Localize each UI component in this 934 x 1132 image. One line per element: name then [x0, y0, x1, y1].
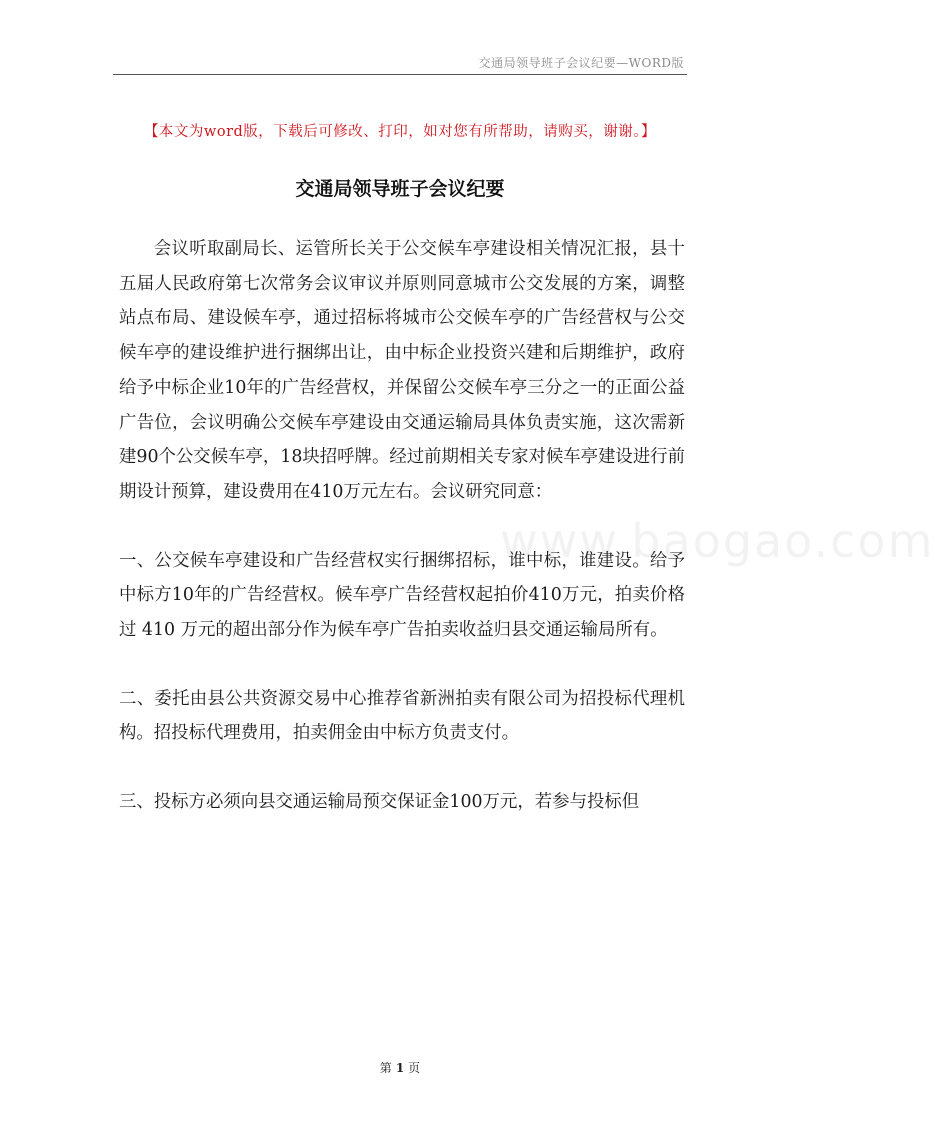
document-title: 交通局领导班子会议纪要	[295, 178, 505, 200]
header-divider	[113, 74, 687, 75]
page-footer	[0, 1059, 800, 1076]
document-body	[119, 232, 685, 820]
watermark: www.baogao.com	[500, 514, 934, 568]
paragraph-item-2: 二、委托由县公共资源交易中心推荐省新洲拍卖有限公司为招投标代理机构。招投标代理费用，拍卖佣金由中标方负责支付。	[119, 688, 685, 744]
paragraph-item-1: 一、公交候车亭建设和广告经营权实行捆绑招标，谁中标，谁建设。给予中标方10年的广告经营权。候车亭广告经营权起拍价410万元，拍卖价格过 410 万元的超出部分作为候车亭广告拍卖收益归县交通运输局所有。	[119, 550, 685, 641]
paragraph-intro: 会议听取副局长、运管所长关于公交候车亭建设相关情况汇报，县十五届人民政府第七次常务会议审议并原则同意城市公交发展的方案，调整站点布局、建设候车亭，通过招标将城市公交候车亭的广告经营权与公交候车亭的建设维护进行捆绑出让，由中标企业投资兴建和后期维护，政府给予中标企业10年的广告经营权，并保留公交候车亭三分之一的正面公益广告位，会议明确公交候车亭建设由交通运输局具体负责实施，这次需新建90个公交候车亭，18块招呼牌。经过前期相关专家对候车亭建设进行前期设计预算，建设费用在410万元左右。会议研究同意：	[119, 239, 685, 502]
running-header: 交通局领导班子会议纪要—WORD版	[478, 56, 684, 70]
footer-suffix: 页	[408, 1061, 421, 1075]
purchase-notice: 【本文为word版，下载后可修改、打印，如对您有所帮助，请购买，谢谢。】	[143, 124, 657, 140]
footer-prefix: 第	[379, 1061, 392, 1075]
page-number: 1	[395, 1061, 405, 1075]
paragraph-item-3: 三、投标方必须向县交通运输局预交保证金100万元，若参与投标但	[119, 792, 640, 813]
